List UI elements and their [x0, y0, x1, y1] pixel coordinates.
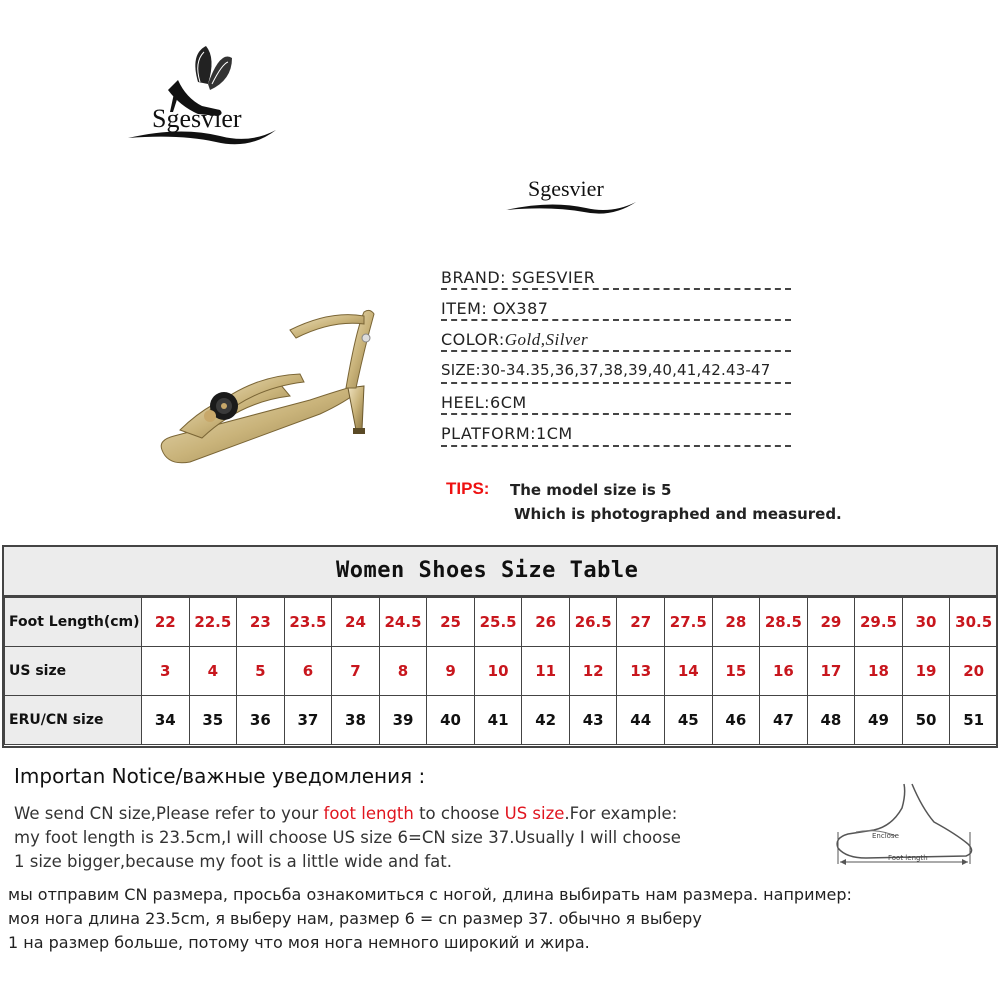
size-table-cell: 50: [902, 696, 950, 745]
spec-platform-text: PLATFORM:1CM: [441, 424, 573, 443]
size-table-cell: 19: [902, 647, 950, 696]
spec-size: [441, 361, 793, 379]
spec-platform: [441, 424, 793, 443]
size-table-cell: 22: [142, 598, 190, 647]
size-table-cell: 16: [760, 647, 808, 696]
foot-measure-icon: [826, 778, 986, 873]
size-table-cell: 7: [332, 647, 380, 696]
size-table-cell: 30: [902, 598, 950, 647]
notice-en-1b: to choose: [413, 804, 505, 823]
size-table-cell: 45: [665, 696, 713, 745]
size-table-cell: 26: [522, 598, 570, 647]
size-table-cell: 43: [569, 696, 617, 745]
size-table-cell: 24.5: [379, 598, 427, 647]
size-table-cell: 13: [617, 647, 665, 696]
sandal-icon: [150, 290, 390, 480]
size-table-cell: 25.5: [474, 598, 522, 647]
size-table-cell: 42: [522, 696, 570, 745]
size-table-cell: 4: [189, 647, 237, 696]
tips-line-2: Which is photographed and measured.: [514, 505, 842, 523]
size-table-cell: 34: [142, 696, 190, 745]
notice-en-1c: .For example:: [564, 804, 678, 823]
notice-foot-length-highlight: foot length: [323, 804, 414, 823]
spec-color: [441, 330, 793, 350]
size-table-cell: 41: [474, 696, 522, 745]
notice-en-line-1: [14, 804, 677, 823]
notice-title: Importan Notice/важные уведомления :: [14, 764, 426, 788]
size-table-cell: 37: [284, 696, 332, 745]
size-table-cell: 46: [712, 696, 760, 745]
size-table-cell: 38: [332, 696, 380, 745]
spec-brand-text: BRAND: SGESVIER: [441, 268, 596, 287]
size-table-row-label: ERU/CN size: [5, 696, 142, 745]
size-table-cell: 29.5: [855, 598, 903, 647]
notice-en-line-3: 1 size bigger,because my foot is a little wide and fat.: [14, 852, 452, 871]
size-table-cell: 36: [237, 696, 285, 745]
size-table-cell: 27: [617, 598, 665, 647]
size-table-title-text: Women Shoes Size Table: [336, 558, 639, 583]
spec-color-value: Gold,Silver: [504, 330, 589, 349]
size-table-cell: 26.5: [569, 598, 617, 647]
size-table-cell: 12: [569, 647, 617, 696]
size-table-row-label: US size: [5, 647, 142, 696]
size-table-cell: 5: [237, 647, 285, 696]
size-table-cell: 24: [332, 598, 380, 647]
size-table-cell: 15: [712, 647, 760, 696]
size-table-cell: 10: [474, 647, 522, 696]
size-table-cell: 28: [712, 598, 760, 647]
size-table-cell: 20: [950, 647, 998, 696]
spec-color-label: COLOR:: [441, 330, 505, 349]
spec-brand: [441, 268, 793, 287]
butterfly-heel-icon: [120, 40, 280, 160]
size-table-cell: 8: [379, 647, 427, 696]
size-table-cell: 28.5: [760, 598, 808, 647]
spec-heel: [441, 393, 793, 412]
size-table-cell: 35: [189, 696, 237, 745]
size-table-cell: 11: [522, 647, 570, 696]
spec-size-text: SIZE:30-34.35,36,37,38,39,40,41,42.43-47: [441, 361, 771, 379]
size-table-cell: 3: [142, 647, 190, 696]
logo-mid-wordmark: Sgesvier: [528, 176, 604, 201]
size-table-cell: 40: [427, 696, 475, 745]
size-table-grid: [4, 597, 998, 745]
product-image: [150, 290, 390, 480]
notice-ru-line-1: мы отправим CN размера, просьба ознакомиться с ногой, длина выбирать нам размера. например:: [8, 885, 852, 904]
size-table: [2, 545, 998, 748]
size-table-cell: 17: [807, 647, 855, 696]
foot-enclose-label: Enclose: [872, 832, 899, 840]
size-table-cell: 18: [855, 647, 903, 696]
notice-us-size-highlight: US size: [504, 804, 565, 823]
size-table-cell: 48: [807, 696, 855, 745]
size-table-cell: 9: [427, 647, 475, 696]
size-table-cell: 47: [760, 696, 808, 745]
size-table-cell: 29: [807, 598, 855, 647]
size-table-row: [5, 696, 998, 745]
foot-length-label: Foot length: [888, 854, 928, 862]
size-table-cell: 14: [665, 647, 713, 696]
logo-top-wordmark: Sgesvier: [152, 104, 242, 133]
tips-label: TIPS:: [446, 479, 490, 498]
logo-top: [120, 40, 280, 160]
swoosh-icon: [500, 194, 640, 216]
size-table-cell: 27.5: [665, 598, 713, 647]
notice-ru-line-3: 1 на размер больше, потому что моя нога немного широкий и жира.: [8, 933, 590, 952]
size-table-cell: 51: [950, 696, 998, 745]
size-table-cell: 30.5: [950, 598, 998, 647]
spec-heel-text: HEEL:6CM: [441, 393, 527, 412]
size-table-row-label: Foot Length(cm): [5, 598, 142, 647]
size-table-cell: 22.5: [189, 598, 237, 647]
size-table-cell: 49: [855, 696, 903, 745]
size-table-cell: 39: [379, 696, 427, 745]
tips-line-1: The model size is 5: [510, 481, 672, 499]
foot-diagram: [826, 778, 986, 873]
size-table-cell: 25: [427, 598, 475, 647]
spec-item-text: ITEM: OX387: [441, 299, 549, 318]
spec-item: [441, 299, 793, 318]
size-table-cell: 23.5: [284, 598, 332, 647]
size-table-row: [5, 598, 998, 647]
notice-ru-line-2: моя нога длина 23.5cm, я выберу нам, размер 6 = cn размер 37. обычно я выберу: [8, 909, 702, 928]
size-table-row: [5, 647, 998, 696]
notice-en-line-2: my foot length is 23.5cm,I will choose US size 6=CN size 37.Usually I will choose: [14, 828, 681, 847]
size-table-cell: 6: [284, 647, 332, 696]
size-table-cell: 23: [237, 598, 285, 647]
notice-en-1a: We send CN size,Please refer to your: [14, 804, 324, 823]
size-table-title: [4, 547, 996, 597]
logo-mid: [500, 170, 640, 220]
size-table-cell: 44: [617, 696, 665, 745]
